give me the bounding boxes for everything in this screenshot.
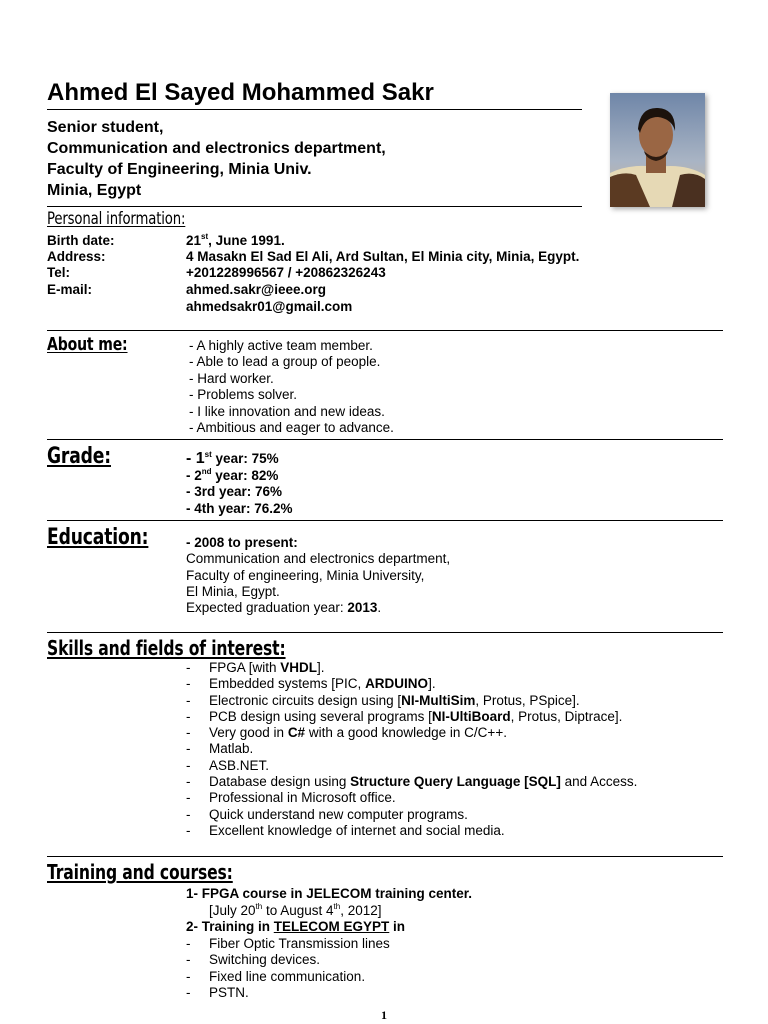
- education-divider: [47, 632, 723, 633]
- name-divider: [47, 109, 582, 110]
- list-item: - PCB design using several programs [NI-UltiBoard, Protus, Diptrace].: [186, 708, 623, 724]
- resume-name: Ahmed El Sayed Mohammed Sakr: [47, 79, 434, 106]
- list-item: - A highly active team member.: [189, 338, 373, 353]
- list-item: - FPGA [with VHDL].: [186, 660, 325, 675]
- list-item: - Able to lead a group of people.: [189, 354, 381, 370]
- list-item: - PSTN.: [186, 985, 249, 1000]
- education-line-1: Communication and electronics department,: [186, 551, 451, 567]
- intro-divider: [47, 206, 582, 207]
- list-item: - Matlab.: [186, 741, 254, 757]
- intro-block: [47, 117, 386, 201]
- tel-label: Tel:: [47, 265, 70, 280]
- list-item: - Quick understand new computer programs.: [186, 806, 468, 822]
- email-value-2: ahmedsakr01@gmail.com: [186, 299, 353, 314]
- training-list: [186, 886, 472, 1002]
- tel-value: +201228996567 / +20862326243: [186, 265, 386, 280]
- grade-list: [186, 451, 293, 517]
- training-item-2: 2- Training in TELECOM EGYPT in: [186, 919, 406, 934]
- list-item: - Switching devices.: [186, 952, 321, 967]
- page-number: 1: [381, 1008, 387, 1022]
- graduation-year: Expected graduation year: 2013.: [186, 600, 382, 616]
- grade-2nd: - 2nd year: 82%: [186, 466, 279, 483]
- list-item: - Electronic circuits design using [NI-MultiSim, Protus, PSpice].: [186, 692, 580, 708]
- personal-divider: [47, 330, 723, 331]
- skills-list: [186, 660, 637, 839]
- education-line-2: Faculty of engineering, Minia University,: [186, 567, 425, 583]
- intro-line-4: Minia, Egypt: [47, 182, 142, 199]
- training-item-1: 1- FPGA course in JELECOM training center.: [186, 886, 473, 901]
- section-heading-training: Training and courses:: [47, 860, 233, 884]
- list-item: - Fiber Optic Transmission lines: [186, 935, 390, 951]
- list-item: - Embedded systems [PIC, ARDUINO].: [186, 676, 436, 692]
- section-heading-personal: Personal information:: [47, 209, 186, 229]
- grade-divider: [47, 520, 723, 521]
- portrait-photo: [610, 93, 705, 207]
- list-item: - Hard worker.: [189, 370, 274, 386]
- education-block: [186, 535, 450, 616]
- intro-line-1: Senior student,: [47, 119, 164, 136]
- birth-date-value: 21st, June 1991.: [186, 232, 285, 248]
- training-item-1-dates: [July 20th to August 4th, 2012]: [209, 901, 382, 918]
- about-divider: [47, 439, 723, 440]
- email-value-1: ahmed.sakr@ieee.org: [186, 282, 326, 297]
- intro-line-2: Communication and electronics department,: [47, 140, 386, 157]
- list-item: - ASB.NET.: [186, 757, 270, 773]
- skills-divider: [47, 856, 723, 857]
- list-item: - Problems solver.: [189, 387, 298, 403]
- list-item: - I like innovation and new ideas.: [189, 403, 385, 419]
- grade-4th: - 4th year: 76.2%: [186, 500, 293, 516]
- education-period: - 2008 to present:: [186, 535, 298, 550]
- list-item: - Fixed line communication.: [186, 968, 366, 984]
- grade-1st: - 1st year: 75%: [186, 450, 279, 467]
- list-item: - Excellent knowledge of internet and social media.: [186, 822, 505, 838]
- section-heading-about: About me:: [47, 334, 128, 355]
- address-label: Address:: [47, 249, 106, 264]
- section-heading-skills: Skills and fields of interest:: [47, 636, 286, 660]
- list-item: - Professional in Microsoft office.: [186, 790, 396, 806]
- email-label: E-mail:: [47, 282, 93, 297]
- education-line-3: El Minia, Egypt.: [186, 583, 280, 599]
- section-heading-grade: Grade:: [47, 444, 111, 469]
- list-item: - Ambitious and eager to advance.: [189, 420, 394, 436]
- list-item: - Database design using Structure Query Language [SQL] and Access.: [186, 774, 638, 790]
- list-item: - Very good in C# with a good knowledge in C/C++.: [186, 725, 507, 741]
- address-value: 4 Masakn El Sad El Ali, Ard Sultan, El Minia city, Minia, Egypt.: [186, 249, 580, 264]
- grade-3rd: - 3rd year: 76%: [186, 484, 283, 499]
- section-heading-education: Education:: [47, 525, 149, 550]
- about-list: [189, 338, 394, 436]
- intro-line-3: Faculty of Engineering, Minia Univ.: [47, 161, 312, 178]
- birth-date-label: Birth date:: [47, 233, 115, 248]
